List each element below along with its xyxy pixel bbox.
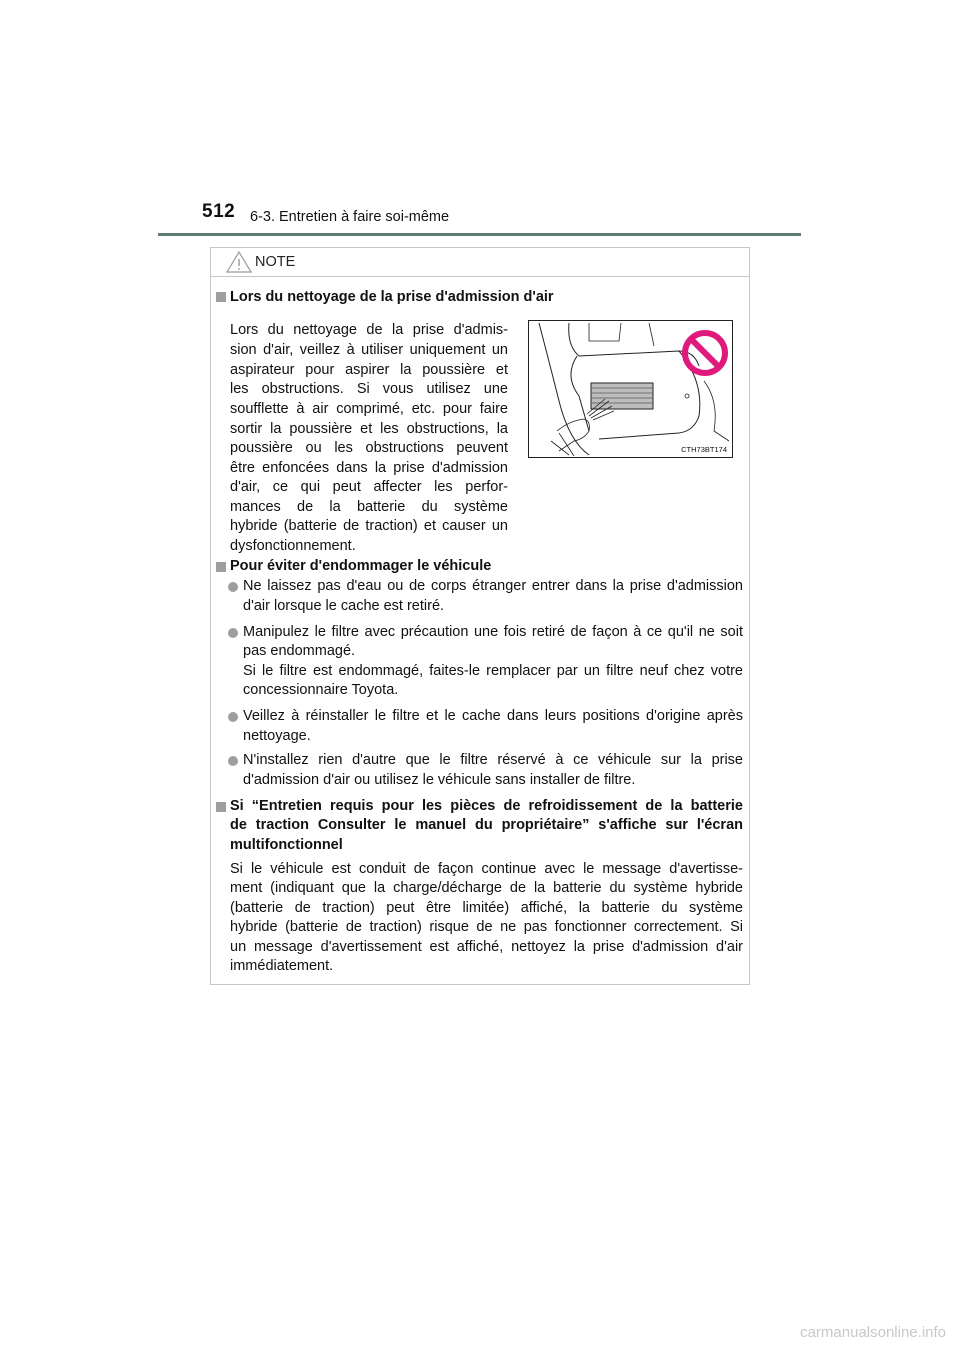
bullet-line: concessionnaire Toyota. <box>243 682 399 698</box>
note-header <box>211 248 749 277</box>
section-heading-air-intake: Lors du nettoyage de la prise d'admission d'air <box>230 289 554 305</box>
body-line: dysfonctionnement. <box>230 538 356 554</box>
body-line: aspirateur pour aspirer la poussière et <box>230 362 508 378</box>
body-line: hybride (batterie de traction) et causer un <box>230 518 508 534</box>
bullet-line: d'air lorsque le cache est retiré. <box>243 598 445 614</box>
air-intake-drawing <box>529 321 732 457</box>
body-line: sion d'air, veillez à utiliser uniquement un <box>230 342 508 358</box>
body-line: mances de la batterie du système <box>230 499 508 515</box>
bullet-line: N'installez rien d'autre que le filtre réservé à ce véhicule sur la prise <box>243 752 743 768</box>
section-heading-avoid-damage: Pour éviter d'endommager le véhicule <box>230 558 492 574</box>
round-bullet-icon <box>228 582 238 592</box>
round-bullet-icon <box>228 712 238 722</box>
square-bullet-icon <box>216 292 226 302</box>
body-line: hybride (batterie de traction) risque de ne pas fonctionner correctement. Si <box>230 919 743 935</box>
body-line: un message d'avertissement est affiché, nettoyez la prise d'admission d'air <box>230 939 743 955</box>
round-bullet-icon <box>228 756 238 766</box>
page-number: 512 <box>202 201 236 222</box>
bullet-line: d'admission d'air ou utilisez le véhicule sans installer de filtre. <box>243 772 636 788</box>
body-line: être enfoncées dans la prise d'admission <box>230 460 508 476</box>
body-line: les obstructions. Si vous utilisez une <box>230 381 508 397</box>
body-line: (batterie de traction) peut être limitée) affiché, la batterie du système <box>230 900 743 916</box>
body-line: Lors du nettoyage de la prise d'admis- <box>230 322 508 338</box>
bullet-line: Manipulez le filtre avec précaution une fois retiré de façon à ce qu'il ne soit <box>243 624 743 640</box>
body-line: poussière ou les obstructions peuvent <box>230 440 508 456</box>
section-heading-line: Si “Entretien requis pour les pièces de refroidissement de la batterie <box>230 798 743 814</box>
illustration-code: CTH73BT174 <box>681 445 727 454</box>
section-title: 6-3. Entretien à faire soi-même <box>250 209 450 225</box>
body-line: ment (indiquant que la charge/décharge de la batterie du système hybride <box>230 880 743 896</box>
bullet-line: Veillez à réinstaller le filtre et le cache dans leurs positions d'origine après <box>243 708 743 724</box>
square-bullet-icon <box>216 802 226 812</box>
note-label: NOTE <box>255 254 296 270</box>
header-divider <box>158 233 801 236</box>
section-heading-line: multifonctionnel <box>230 837 343 853</box>
warning-triangle-icon <box>226 251 252 273</box>
watermark: carmanualsonline.info <box>800 1324 946 1341</box>
air-intake-illustration <box>528 320 733 458</box>
body-line: sortir la poussière et les obstructions, la <box>230 421 508 437</box>
bullet-line: pas endommagé. <box>243 643 356 659</box>
body-line: soufflette à air comprimé, etc. pour faire <box>230 401 508 417</box>
square-bullet-icon <box>216 562 226 572</box>
body-line: Si le véhicule est conduit de façon continue avec le message d'avertisse- <box>230 861 743 877</box>
bullet-line: Ne laissez pas d'eau ou de corps étranger entrer dans la prise d'admission <box>243 578 743 594</box>
body-line: d'air, ce qui peut affecter les perfor- <box>230 479 508 495</box>
page-header <box>0 0 960 240</box>
bullet-line: Si le filtre est endommagé, faites-le remplacer par un filtre neuf chez votre <box>243 663 743 679</box>
bullet-line: nettoyage. <box>243 728 311 744</box>
body-line: immédiatement. <box>230 958 334 974</box>
round-bullet-icon <box>228 628 238 638</box>
section-heading-line: de traction Consulter le manuel du propriétaire” s'affiche sur l'écran <box>230 817 743 833</box>
